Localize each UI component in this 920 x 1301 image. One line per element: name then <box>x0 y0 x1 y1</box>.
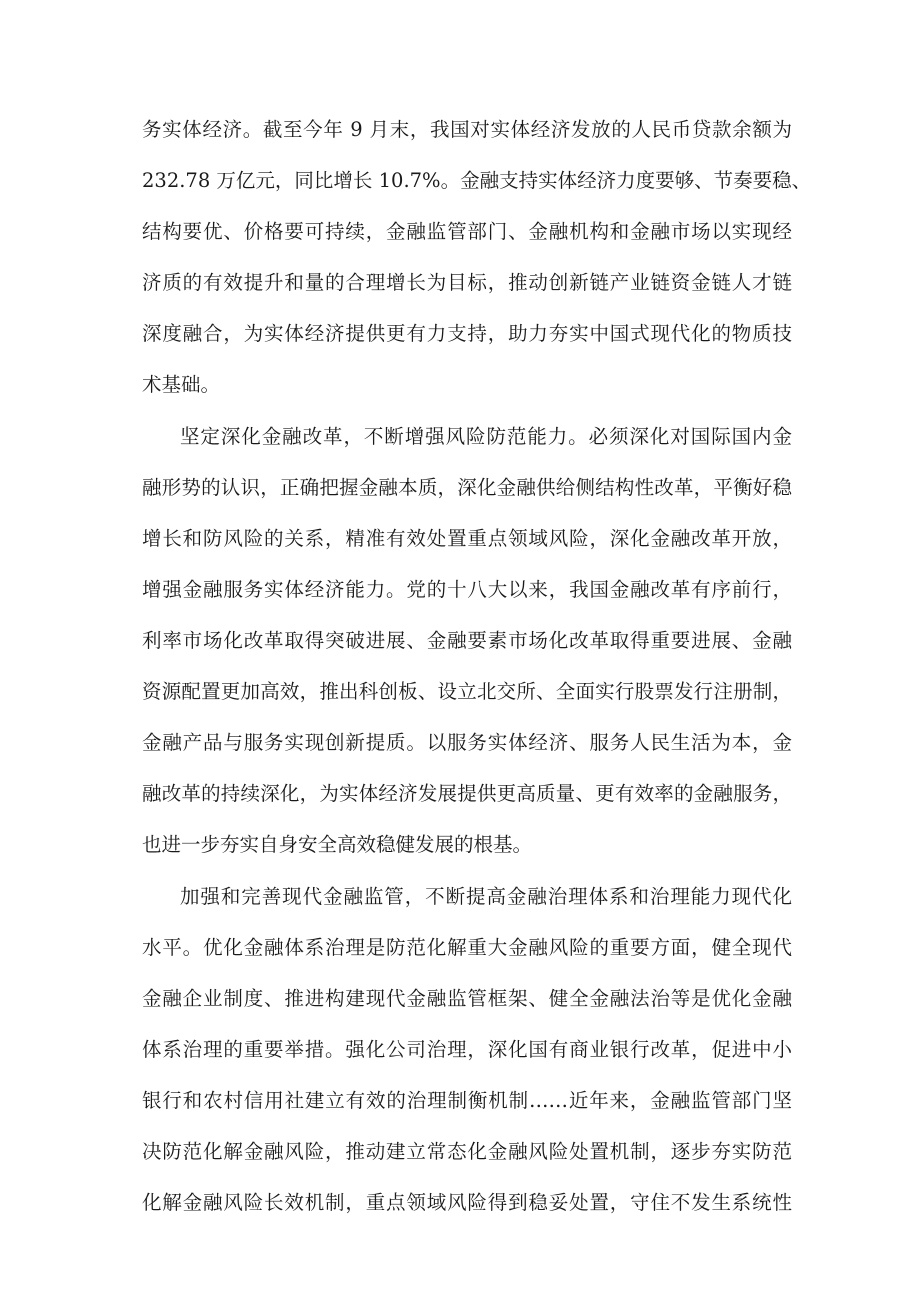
text-line: 深度融合，为实体经济提供更有力支持，助力夯实中国式现代化的物质技 <box>142 322 792 345</box>
text-line: 银行和农村信用社建立有效的治理制衡机制……近年来，金融监管部门坚 <box>142 1089 792 1112</box>
text-line: 增长和防风险的关系，精准有效处置重点领域风险，深化金融改革开放， <box>142 527 792 550</box>
text-line: 水平。优化金融体系治理是防范化解重大金融风险的重要方面，健全现代 <box>142 936 792 959</box>
text-line: 融改革的持续深化，为实体经济发展提供更高质量、更有效率的金融服务， <box>142 782 792 805</box>
text-line: 融形势的认识，正确把握金融本质，深化金融供给侧结构性改革，平衡好稳 <box>142 476 792 499</box>
text-line: 济质的有效提升和量的合理增长为目标，推动创新链产业链资金链人才链 <box>142 271 792 294</box>
text-line: 也进一步夯实自身安全高效稳健发展的根基。 <box>142 833 533 856</box>
text-line: 232.78 万亿元，同比增长 10.7%。金融支持实体经济力度要够、节奏要稳、 <box>142 169 812 192</box>
text-line: 利率市场化改革取得突破进展、金融要素市场化改革取得重要进展、金融 <box>142 629 792 652</box>
text-line: 资源配置更加高效，推出科创板、设立北交所、全面实行股票发行注册制， <box>142 680 792 703</box>
text-line: 金融产品与服务实现创新提质。以服务实体经济、服务人民生活为本，金 <box>142 731 792 754</box>
text-line: 务实体经济。截至今年 9 月末，我国对实体经济发放的人民币贷款余额为 <box>142 118 792 141</box>
text-line: 术基础。 <box>142 373 221 396</box>
text-line: 决防范化解金融风险，推动建立常态化金融风险处置机制，逐步夯实防范 <box>142 1140 792 1163</box>
text-line: 增强金融服务实体经济能力。党的十八大以来，我国金融改革有序前行， <box>142 578 792 601</box>
text-line: 化解金融风险长效机制，重点领域风险得到稳妥处置，守住不发生系统性 <box>142 1191 792 1214</box>
text-line: 加强和完善现代金融监管，不断提高金融治理体系和治理能力现代化 <box>180 885 792 908</box>
text-line: 金融企业制度、推进构建现代金融监管框架、健全金融法治等是优化金融 <box>142 987 792 1010</box>
text-line: 体系治理的重要举措。强化公司治理，深化国有商业银行改革，促进中小 <box>142 1038 792 1061</box>
text-line: 结构要优、价格要可持续，金融监管部门、金融机构和金融市场以实现经 <box>142 220 792 243</box>
text-line: 坚定深化金融改革，不断增强风险防范能力。必须深化对国际国内金 <box>180 425 792 448</box>
